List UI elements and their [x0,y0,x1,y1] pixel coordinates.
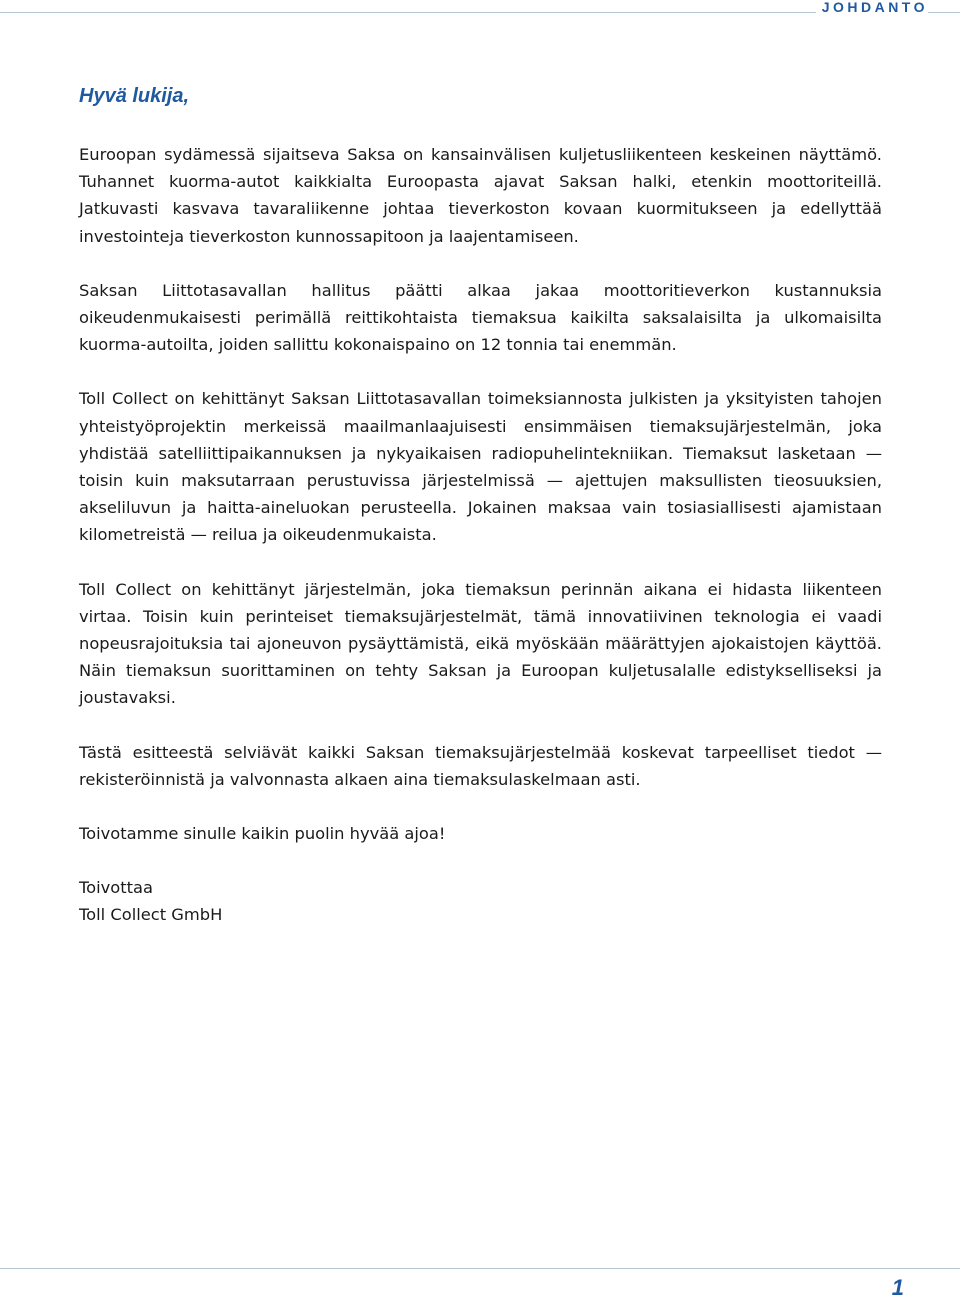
footer-rule [0,1268,960,1269]
section-label: JOHDANTO [816,0,928,14]
letter-body [79,83,882,929]
paragraph-intro: Euroopan sydämessä sijaitseva Saksa on kansainvälisen kuljetusliikenteen keskeinen näyttämö. Tuhannet kuorma-autot kaikkialta Euroopasta ajavat Saksan halki, etenkin moottoriteillä. Jatkuvasti kasvava tavaraliikenne johtaa tieverkoston kovaan kuormitukseen ja edellyttää investointeja tieverkoston kunnossapitoon ja laajentamiseen. [79,145,882,246]
greeting-heading: Hyvä lukija, [79,85,190,107]
paragraph-wishes: Toivotamme sinulle kaikin puolin hyvää ajoa! [79,824,446,844]
paragraph-government-decision: Saksan Liittotasavallan hallitus päätti alkaa jakaa moottoritieverkon kustannuksia oikeudenmukaisesti perimällä reittikohtaista tiemaksua kaikilta saksalaisilta ja ulkomaisilta kuorma-autoilta, joiden sallittu kokonaispaino on 12 tonnia tai enemmän. [79,280,882,355]
paragraph-brochure-info: Tästä esitteestä selviävät kaikki Saksan tiemaksujärjestelmää koskevat tarpeelliset tiedot — rekisteröinnistä ja valvonnasta alkaen aina tiemaksulaskelmaan asti. [79,742,882,789]
paragraph-traffic-flow: Toll Collect on kehittänyt järjestelmän, joka tiemaksun perinnän aikana ei hidasta liikenteen virtaa. Toisin kuin perinteiset tiemaksujärjestelmät, tämä innovatiivinen teknologia ei vaadi nopeusrajoituksia tai ajoneuvon pysäyttämistä, eikä myöskään määrättyjen ajokaistojen käyttöä. Näin tiemaksun suorittaminen on tehty Saksan ja Euroopan kuljetusalalle edistykselliseksi ja joustavaksi. [79,579,882,708]
page-number: 1 [891,1275,904,1300]
closing-line: Toivottaa [79,878,153,898]
signature-company: Toll Collect GmbH [79,905,223,925]
paragraph-toll-system: Toll Collect on kehittänyt Saksan Liittotasavallan toimeksiannosta julkisten ja yksityisten tahojen yhteistyöprojektin merkeissä maailmanlaajuisesti ensimmäisen tiemaksujärjestelmän, joka yhdistää satelliittipaikannuksen ja nykyaikaisen radiopuhelintekniikan. Tiemaksut lasketaan — toisin kuin maksutarraan perustuvissa järjestelmissä — ajettujen maksullisten tieosuuksien, akseliluvun ja haitta-aineluokan perusteella. Jokainen maksaa vain tosiasiallisesti ajamistaan kilometreistä — reilua ja oikeudenmukaista. [79,389,882,545]
